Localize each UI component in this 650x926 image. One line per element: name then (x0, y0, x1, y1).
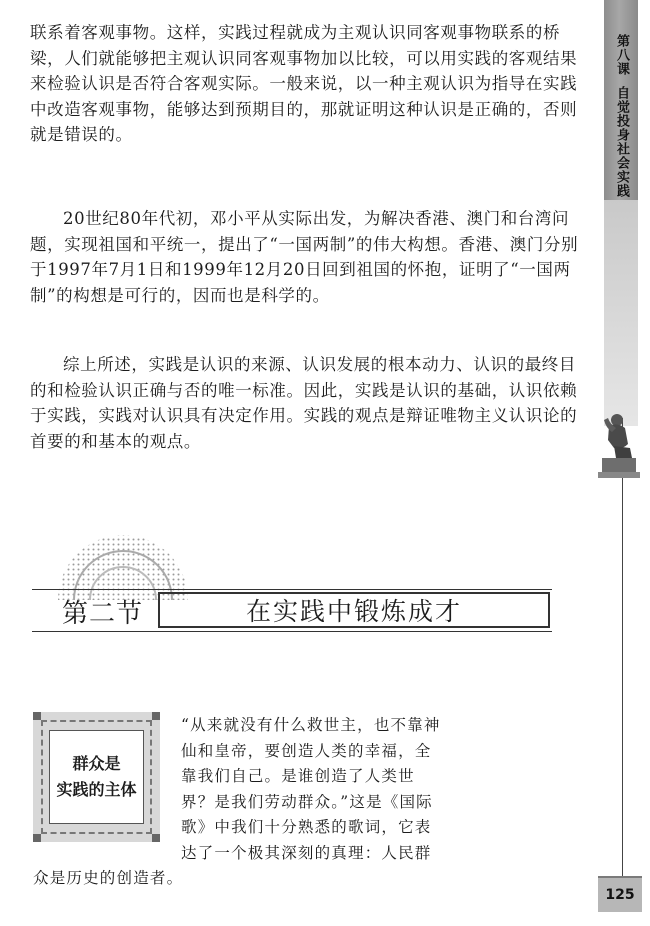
lead-paragraph-wrapper (33, 713, 443, 892)
section-rule-bottom (32, 631, 552, 632)
side-margin-line (622, 418, 623, 876)
lesson-topic: 自觉投身社会实践 (614, 86, 629, 198)
paragraph-practice-bridge: 联系着客观事物。这样，实践过程就成为主观认识同客观事物联系的桥梁，人们就能够把主观认识同客观事物加以比较，可以用实践的客观结果来检验认识是否符合客观实际。一般来说，以一种主观认识为指导在实践中改造客观事物，能够达到预期目的，那就证明这种认识是正确的，否则就是错误的。 (30, 23, 578, 144)
lead-paragraph: “从来就没有什么救世主，也不靠神仙和皇帝，要创造人类的幸福，全靠我们自己。是谁创造了人类世界？是我们劳动群众。”这是《国际歌》中我们十分熟悉的歌词，它表达了一个极其深刻的真理：人民群众是历史的创造者。 (33, 716, 441, 887)
section-title: 在实践中锻炼成才 (245, 597, 462, 626)
lesson-label: 第八课 (614, 34, 629, 76)
sidebox-line-1: 群众是 (72, 754, 121, 773)
section-rule-top (32, 589, 552, 590)
paragraph-one-country-two-systems: 20世纪80年代初，邓小平从实际出发，为解决香港、澳门和台湾问题，实现祖国和平统一，提出了“一国两制”的伟大构想。香港、澳门分别于1997年7月1日和1999年12月20日回到祖国的怀抱，证明了“一国两制”的构想是可行的，因而也是科学的。 (30, 209, 579, 305)
page-number: 125 (598, 876, 642, 912)
section-label: 第二节 (62, 599, 144, 629)
side-gradient-band (604, 200, 638, 426)
paragraph-summary: 综上所述，实践是认识的来源、认识发展的根本动力、认识的最终目的和检验认识正确与否的唯一标准。因此，实践是认识的基础，认识依赖于实践，实践对认识具有决定作用。实践的观点是辩证唯物主义认识论的首要的和基本的观点。 (30, 355, 578, 451)
chapter-side-tab (604, 0, 638, 200)
sidebox-line-2: 实践的主体 (56, 780, 137, 799)
thinker-statue-icon (592, 410, 642, 482)
section-title-box (158, 592, 550, 628)
